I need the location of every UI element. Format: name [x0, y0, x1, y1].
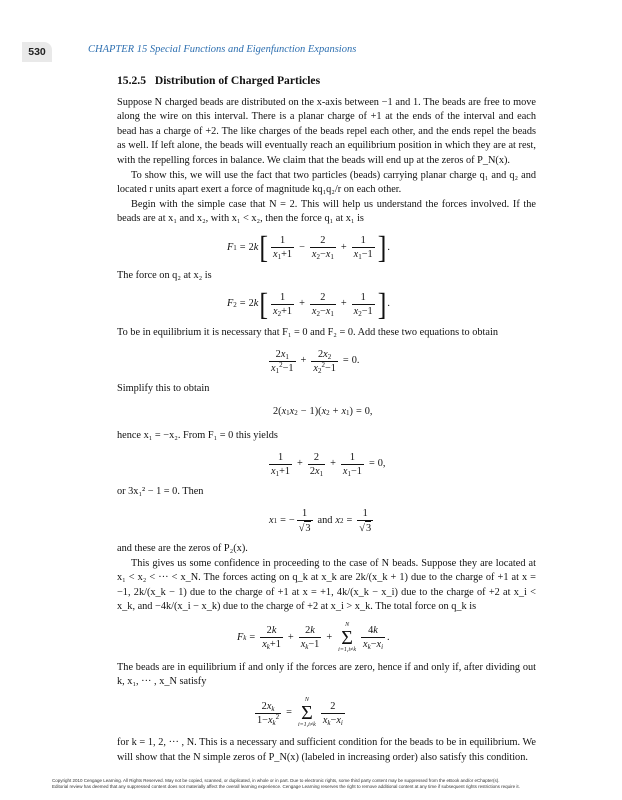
footer-line: Editorial review has deemed that any suppressed content does not materially affect the overall learning experience. Cengage Learning reserves the right to remove additional content at any time if subsequent rights restrictions require it. — [52, 784, 520, 789]
paragraph: Simplify this to obtain — [117, 383, 210, 395]
equation-fk: F k = $\frac{2k}{x_k+1}$ + $\frac{2k}{x_k-1}$ + N Σ i=1,i≠k $\frac{4k}{x_k-x_i}$ . — [237, 621, 390, 653]
equation-f1: F 1 = 2 k [ $\frac{1}{x_1+1}$ − $\frac{2}{x_2-x_1}$ + $\frac{1}{x_1-1}$ ] . — [227, 229, 390, 265]
paragraph: The force on q₂ at x₂ is — [117, 269, 212, 281]
page-body — [117, 74, 536, 765]
paragraph: and these are the zeros of P₂(x). — [117, 542, 248, 554]
section-number: 15.2.5 — [117, 74, 146, 87]
equation-roots: x 1 = − $\frac{1}{√3}$ and x 2 = $\frac{1}{√3}$ — [269, 507, 372, 534]
paragraph: or 3x₁² − 1 = 0. Then — [117, 486, 204, 498]
footer-line: Copyright 2010 Cengage Learning. All Rights Reserved. May not be copied, scanned, or duplicated, in whole or in part. Due to electronic rights, some third party content may be suppressed from the eBook and/or eChapter(s). — [52, 778, 500, 783]
equation-f1-zero: $\frac{1}{x_1+1}$ + $\frac{2}{2x_1}$ + $\frac{1}{x_1-1}$ = 0, — [271, 451, 386, 478]
paragraph: hence x₁ = −x₂. From F₁ = 0 this yields — [117, 429, 278, 441]
section-heading — [117, 74, 536, 89]
paragraph: Begin with the simple case that N = 2. This will help us understand the forces involved. If the beads are at x₁ and x₂, with x₁ < x₂, then the force q₁ at x₁ is — [117, 198, 536, 225]
equation-simplified: 2( x 1 x 2 − 1)( x 2 + x 1 ) = 0, — [273, 406, 373, 418]
paragraph: This gives us some confidence in proceeding to the case of N beads. Suppose they are located at x₁ < x₂ < ··· < x_N. The forces acting on q_k at x_k are 2k/(x_k + 1) due to the charge of +1 at x = −1, 2k/(x_k − 1) due to the charge of +1 at x = +1, 4k/(x_k − x_i) due to the charge of +2 at x_i < x_k, and −4k/(x_i − x_k) due to the charge of +2 at x_i > x_k. The total force on q_k is — [117, 557, 536, 613]
page-number: 530 — [22, 42, 52, 62]
equation-sum-zero: $\frac{2x_1}{x_1^2-1}$ + $\frac{2x_2}{x_2^2-1}$ = 0. — [271, 348, 360, 375]
copyright-footer — [52, 778, 572, 790]
running-head: CHAPTER 15 Special Functions and Eigenfunction Expansions — [88, 44, 357, 55]
paragraph: Suppose N charged beads are distributed on the x-axis between −1 and 1. The beads are free to move along the wire on this interval. There is a planar charge of +1 at the ends of the interval and each bead has a charge of +2. The like charges of the beads repel each other, and the ends repel the beads as well. If left alone, the beads will eventually reach an equilibrium position in which they are at rest, with the repelling forces in balance. We claim that the beads will end up at the zeros of P_N(x). — [117, 96, 536, 166]
equation-equilibrium: $\frac{2x_k}{1-x_k^2}$ = N Σ i=1,i≠k $\frac{2}{x_k-x_i}$ — [257, 697, 343, 729]
paragraph: To be in equilibrium it is necessary that F₁ = 0 and F₂ = 0. Add these two equations to obtain — [117, 326, 498, 338]
section-title: Distribution of Charged Particles — [154, 74, 321, 87]
paragraph: The beads are in equilibrium if and only if the forces are zero, hence if and only if, after dividing out k, x₁, ··· , x_N satisfy — [117, 661, 536, 688]
paragraph: for k = 1, 2, ··· , N. This is a necessary and sufficient condition for the beads to be in equilibrium. We will show that the N simple zeros of P_N(x) (labeled in increasing order) also satisfy this condition. — [117, 737, 536, 763]
equation-f2: F 2 = 2 k [ $\frac{1}{x_2+1}$ + $\frac{2}{x_2-x_1}$ + $\frac{1}{x_2-1}$ ] . — [227, 286, 390, 322]
paragraph: To show this, we will use the fact that two particles (beads) carrying planar charge q₁ and q₂ and located r units apart exert a force of magnitude kq₁q₂/r on each other. — [117, 169, 536, 196]
